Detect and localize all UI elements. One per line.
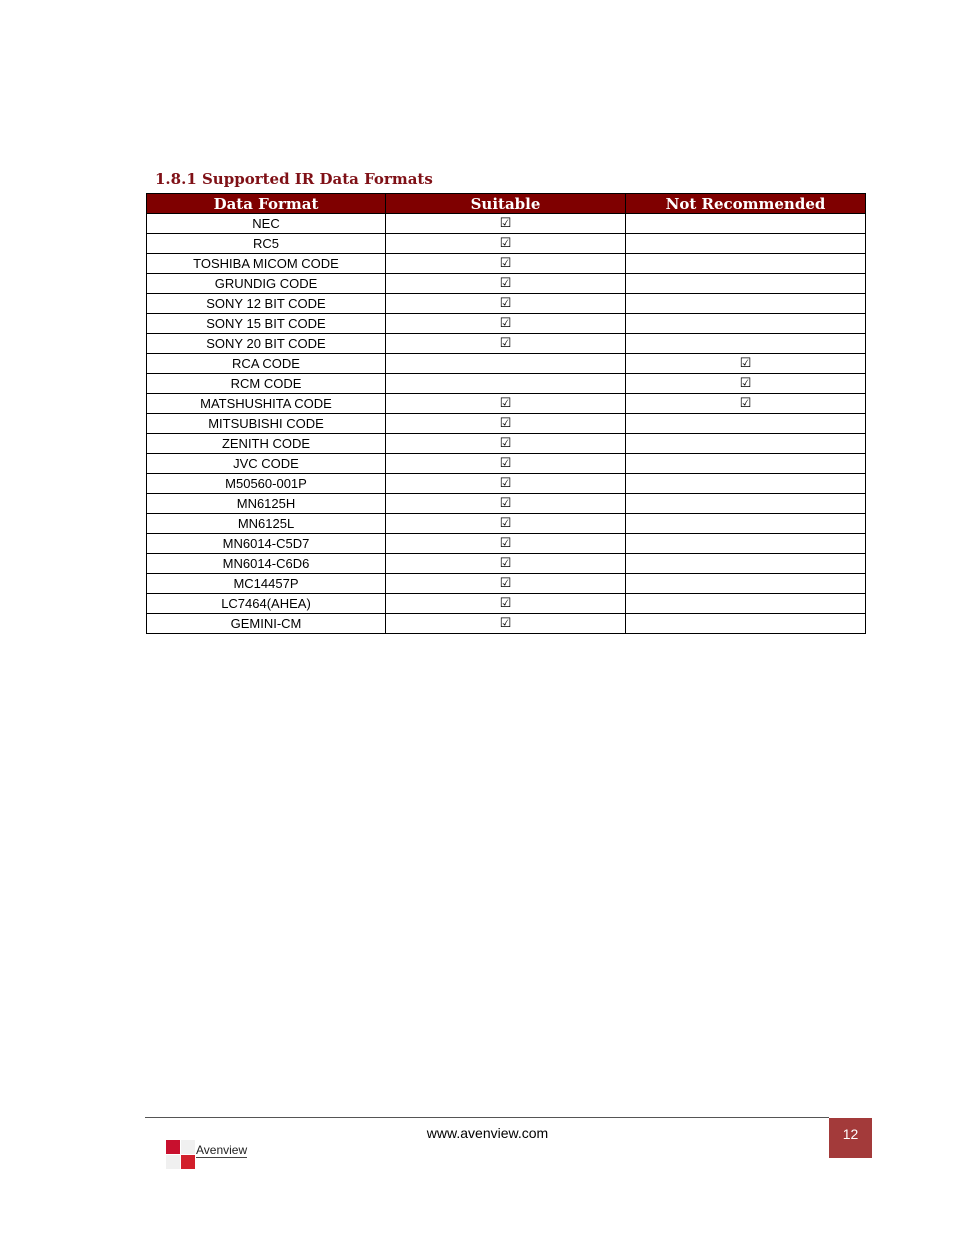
suitable-cell [386, 434, 626, 454]
table-row [147, 374, 866, 394]
table-row [147, 414, 866, 434]
table-header-row [147, 194, 866, 214]
data-format-cell: MC14457P [147, 574, 386, 594]
not-recommended-cell [626, 614, 866, 634]
data-format-cell: GEMINI-CM [147, 614, 386, 634]
suitable-cell [386, 474, 626, 494]
checkbox-checked-icon: ☑ [739, 376, 752, 391]
logo-text: Avenview [196, 1143, 248, 1157]
header-data-format: Data Format [147, 194, 386, 214]
logo-square-icon [166, 1140, 180, 1154]
table-row [147, 334, 866, 354]
suitable-cell [386, 354, 626, 374]
data-format-cell: MATSHUSHITA CODE [147, 394, 386, 414]
section-heading: 1.8.1 Supported IR Data Formats [155, 170, 433, 188]
table-row [147, 614, 866, 634]
suitable-cell [386, 494, 626, 514]
data-format-cell: MN6014-C5D7 [147, 534, 386, 554]
table-row [147, 514, 866, 534]
not-recommended-cell [626, 354, 866, 374]
table-row [147, 594, 866, 614]
suitable-cell [386, 214, 626, 234]
checkbox-checked-icon: ☑ [499, 596, 512, 611]
not-recommended-cell [626, 374, 866, 394]
data-format-cell: MITSUBISHI CODE [147, 414, 386, 434]
table-row [147, 394, 866, 414]
checkbox-checked-icon: ☑ [499, 396, 512, 411]
table-row [147, 254, 866, 274]
logo-square-icon [181, 1155, 195, 1169]
table-row [147, 434, 866, 454]
not-recommended-cell [626, 534, 866, 554]
checkbox-checked-icon: ☑ [739, 396, 752, 411]
table-row [147, 214, 866, 234]
not-recommended-cell [626, 454, 866, 474]
table-row [147, 474, 866, 494]
suitable-cell [386, 394, 626, 414]
checkbox-checked-icon: ☑ [499, 516, 512, 531]
checkbox-checked-icon: ☑ [499, 256, 512, 271]
suitable-cell [386, 374, 626, 394]
logo-square-icon [181, 1140, 195, 1154]
data-format-cell: RC5 [147, 234, 386, 254]
data-format-cell: SONY 20 BIT CODE [147, 334, 386, 354]
checkbox-checked-icon: ☑ [739, 356, 752, 371]
table-row [147, 294, 866, 314]
checkbox-checked-icon: ☑ [499, 616, 512, 631]
not-recommended-cell [626, 294, 866, 314]
checkbox-checked-icon: ☑ [499, 316, 512, 331]
table-body [147, 214, 866, 634]
suitable-cell [386, 334, 626, 354]
data-format-cell: GRUNDIG CODE [147, 274, 386, 294]
suitable-cell [386, 314, 626, 334]
suitable-cell [386, 614, 626, 634]
table-row [147, 354, 866, 374]
table-row [147, 274, 866, 294]
data-format-cell: MN6014-C6D6 [147, 554, 386, 574]
checkbox-checked-icon: ☑ [499, 416, 512, 431]
header-not-recommended: Not Recommended [626, 194, 866, 214]
suitable-cell [386, 534, 626, 554]
not-recommended-cell [626, 254, 866, 274]
not-recommended-cell [626, 394, 866, 414]
header-suitable: Suitable [386, 194, 626, 214]
data-format-cell: RCM CODE [147, 374, 386, 394]
not-recommended-cell [626, 514, 866, 534]
table-row [147, 454, 866, 474]
checkbox-checked-icon: ☑ [499, 216, 512, 231]
suitable-cell [386, 294, 626, 314]
checkbox-checked-icon: ☑ [499, 476, 512, 491]
data-format-cell: MN6125L [147, 514, 386, 534]
data-format-cell: JVC CODE [147, 454, 386, 474]
data-format-cell: NEC [147, 214, 386, 234]
table-row [147, 494, 866, 514]
table-row [147, 574, 866, 594]
checkbox-checked-icon: ☑ [499, 276, 512, 291]
data-format-cell: SONY 12 BIT CODE [147, 294, 386, 314]
footer-divider [145, 1117, 829, 1118]
suitable-cell [386, 594, 626, 614]
data-format-cell: ZENITH CODE [147, 434, 386, 454]
checkbox-checked-icon: ☑ [499, 296, 512, 311]
data-format-cell: M50560-001P [147, 474, 386, 494]
footer-url[interactable]: www.avenview.com [426, 1125, 549, 1141]
avenview-logo [160, 1138, 260, 1182]
checkbox-checked-icon: ☑ [499, 436, 512, 451]
checkbox-checked-icon: ☑ [499, 456, 512, 471]
suitable-cell [386, 234, 626, 254]
checkbox-checked-icon: ☑ [499, 576, 512, 591]
logo-square-icon [166, 1155, 180, 1169]
suitable-cell [386, 274, 626, 294]
not-recommended-cell [626, 234, 866, 254]
not-recommended-cell [626, 434, 866, 454]
data-format-cell: SONY 15 BIT CODE [147, 314, 386, 334]
not-recommended-cell [626, 574, 866, 594]
suitable-cell [386, 414, 626, 434]
suitable-cell [386, 254, 626, 274]
table-row [147, 534, 866, 554]
data-format-cell: LC7464(AHEA) [147, 594, 386, 614]
table-row [147, 554, 866, 574]
table-row [147, 234, 866, 254]
not-recommended-cell [626, 334, 866, 354]
not-recommended-cell [626, 474, 866, 494]
suitable-cell [386, 454, 626, 474]
checkbox-checked-icon: ☑ [499, 556, 512, 571]
data-format-cell: RCA CODE [147, 354, 386, 374]
not-recommended-cell [626, 554, 866, 574]
checkbox-checked-icon: ☑ [499, 236, 512, 251]
checkbox-checked-icon: ☑ [499, 536, 512, 551]
not-recommended-cell [626, 214, 866, 234]
ir-formats-table [146, 193, 866, 634]
checkbox-checked-icon: ☑ [499, 336, 512, 351]
suitable-cell [386, 554, 626, 574]
not-recommended-cell [626, 414, 866, 434]
not-recommended-cell [626, 494, 866, 514]
not-recommended-cell [626, 314, 866, 334]
page-number-badge: 12 [829, 1118, 872, 1158]
data-format-cell: TOSHIBA MICOM CODE [147, 254, 386, 274]
data-format-cell: MN6125H [147, 494, 386, 514]
suitable-cell [386, 574, 626, 594]
checkbox-checked-icon: ☑ [499, 496, 512, 511]
suitable-cell [386, 514, 626, 534]
not-recommended-cell [626, 274, 866, 294]
table-row [147, 314, 866, 334]
not-recommended-cell [626, 594, 866, 614]
